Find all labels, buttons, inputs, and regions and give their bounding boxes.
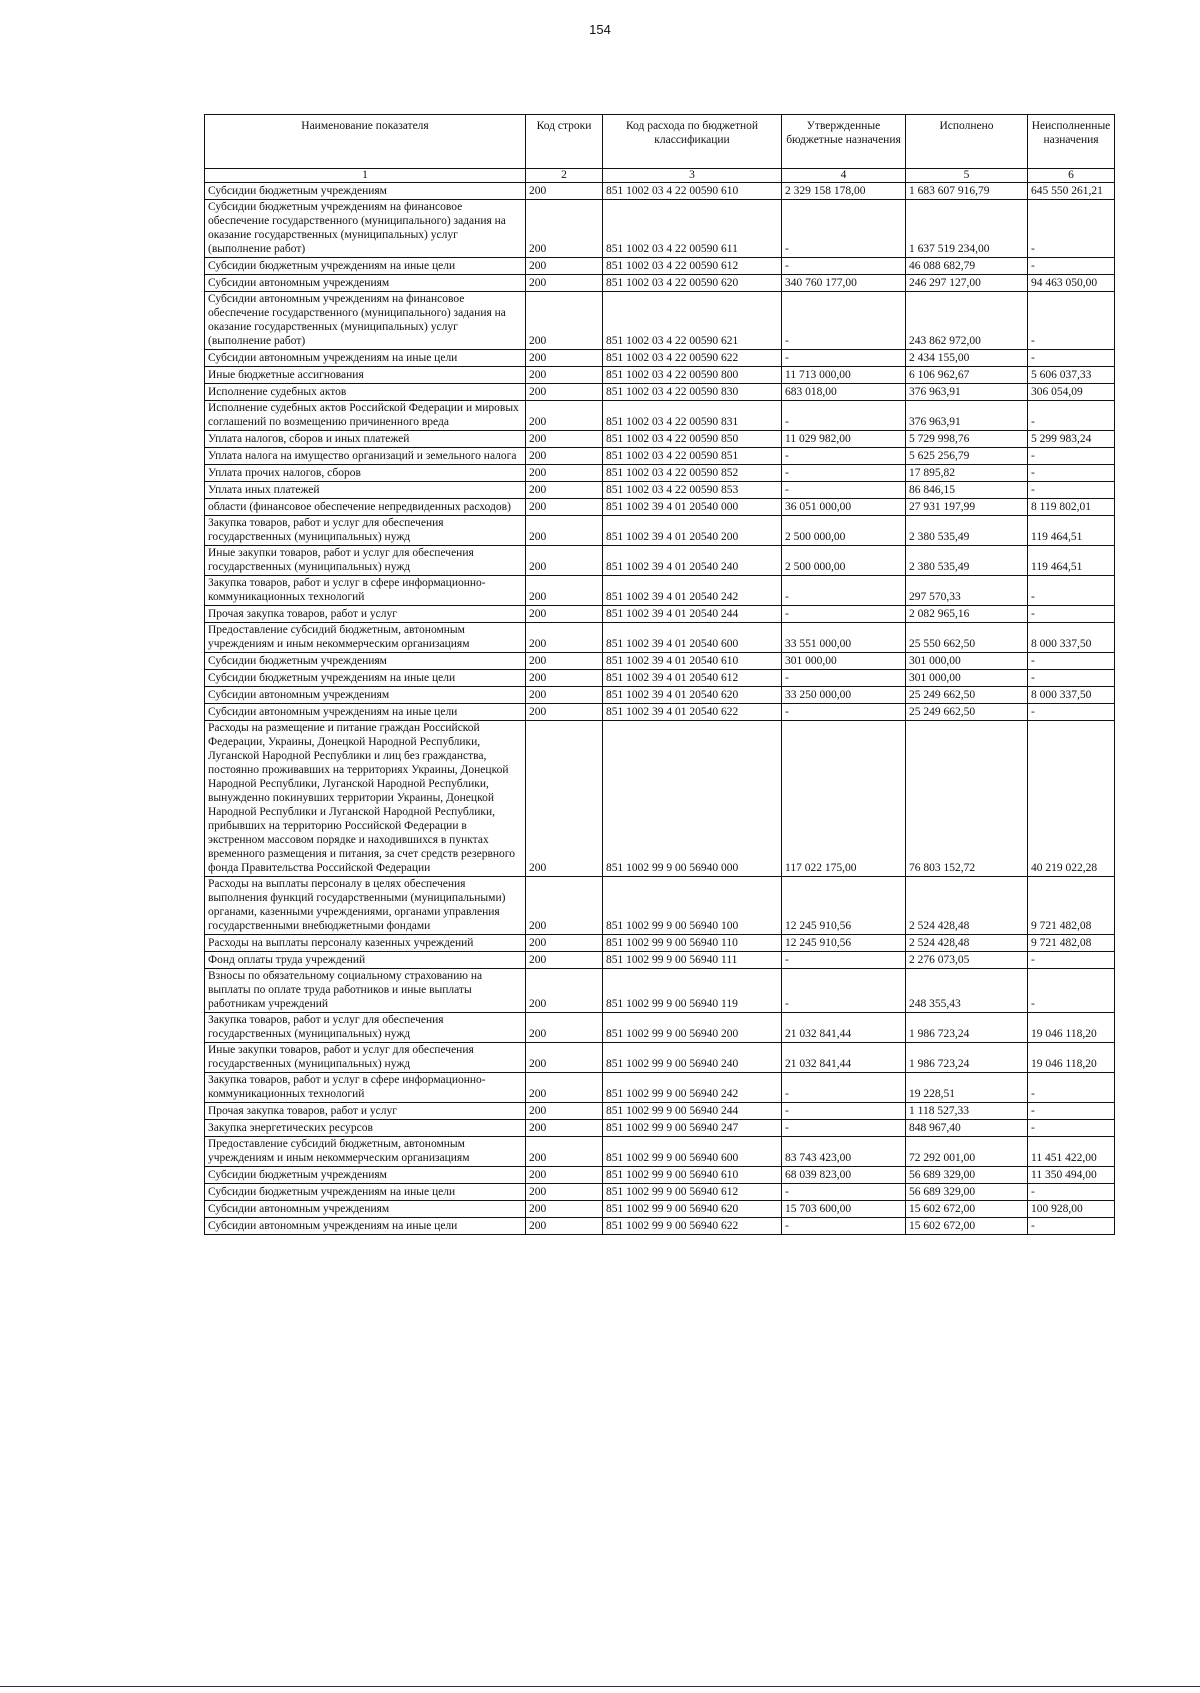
table-row (205, 1120, 1115, 1137)
row-unexecuted-amount: - (1028, 952, 1115, 969)
row-approved-amount: 15 703 600,00 (782, 1201, 906, 1218)
row-name: Фонд оплаты труда учреждений (205, 952, 526, 969)
row-line-code: 200 (526, 448, 603, 465)
row-name: Субсидии бюджетным учреждениям на иные цели (205, 258, 526, 275)
row-classification-code: 851 1002 99 9 00 56940 111 (603, 952, 782, 969)
row-classification-code: 851 1002 39 4 01 20540 622 (603, 704, 782, 721)
budget-execution-table (204, 114, 1115, 1235)
row-name: Субсидии автономным учреждениям на иные цели (205, 350, 526, 367)
table-row (205, 482, 1115, 499)
table-row (205, 623, 1115, 653)
row-line-code: 200 (526, 1013, 603, 1043)
row-name: Исполнение судебных актов (205, 384, 526, 401)
row-line-code: 200 (526, 200, 603, 258)
table-row (205, 448, 1115, 465)
row-classification-code: 851 1002 03 4 22 00590 851 (603, 448, 782, 465)
row-line-code: 200 (526, 431, 603, 448)
table-row (205, 465, 1115, 482)
table-row (205, 431, 1115, 448)
row-approved-amount: 117 022 175,00 (782, 721, 906, 877)
row-name: Уплата налога на имущество организаций и земельного налога (205, 448, 526, 465)
table-row (205, 1167, 1115, 1184)
row-line-code: 200 (526, 1167, 603, 1184)
table-row (205, 704, 1115, 721)
table-row (205, 721, 1115, 877)
row-name: Субсидии автономным учреждениям (205, 687, 526, 704)
table-row (205, 1184, 1115, 1201)
row-unexecuted-amount: 19 046 118,20 (1028, 1043, 1115, 1073)
row-unexecuted-amount: - (1028, 200, 1115, 258)
row-unexecuted-amount: 11 350 494,00 (1028, 1167, 1115, 1184)
row-executed-amount: 2 524 428,48 (906, 935, 1028, 952)
table-row (205, 292, 1115, 350)
row-executed-amount: 25 249 662,50 (906, 704, 1028, 721)
row-executed-amount: 56 689 329,00 (906, 1167, 1028, 1184)
row-name: Субсидии бюджетным учреждениям на иные цели (205, 670, 526, 687)
row-unexecuted-amount: 119 464,51 (1028, 546, 1115, 576)
row-classification-code: 851 1002 39 4 01 20540 610 (603, 653, 782, 670)
row-line-code: 200 (526, 350, 603, 367)
row-classification-code: 851 1002 39 4 01 20540 240 (603, 546, 782, 576)
row-name: Предоставление субсидий бюджетным, автономным учреждениям и иным некоммерческим организациям (205, 623, 526, 653)
row-name: Прочая закупка товаров, работ и услуг (205, 606, 526, 623)
row-line-code: 200 (526, 969, 603, 1013)
row-line-code: 200 (526, 1073, 603, 1103)
row-line-code: 200 (526, 401, 603, 431)
row-unexecuted-amount: - (1028, 576, 1115, 606)
row-approved-amount: - (782, 465, 906, 482)
row-approved-amount: 33 250 000,00 (782, 687, 906, 704)
row-unexecuted-amount: 119 464,51 (1028, 516, 1115, 546)
row-executed-amount: 2 276 073,05 (906, 952, 1028, 969)
table-row (205, 969, 1115, 1013)
row-approved-amount: - (782, 1218, 906, 1235)
row-executed-amount: 376 963,91 (906, 384, 1028, 401)
row-name: Иные закупки товаров, работ и услуг для обеспечения государственных (муниципальных) нужд (205, 1043, 526, 1073)
row-name: Расходы на размещение и питание граждан Российской Федерации, Украины, Донецкой Народной Республики, Луганской Народной Республики и лиц без гражданства, постоянно проживавших на территориях Украины, Донецкой Народной Республики, Луганской Народной Республики, вынужденно покинувших территории Украины, Донецкой Народной Республики и Луганской Народной Республики, прибывших на территорию Российской Федерации в экстренном массовом порядке и находившихся в пунктах временного размещения и питания, за счет средств резервного фонда Правительства Российской Федерации (205, 721, 526, 877)
row-approved-amount: 301 000,00 (782, 653, 906, 670)
row-executed-amount: 848 967,40 (906, 1120, 1028, 1137)
table-row (205, 687, 1115, 704)
row-unexecuted-amount: - (1028, 1103, 1115, 1120)
table-row (205, 1201, 1115, 1218)
row-classification-code: 851 1002 03 4 22 00590 610 (603, 183, 782, 200)
row-classification-code: 851 1002 03 4 22 00590 611 (603, 200, 782, 258)
row-approved-amount: 2 500 000,00 (782, 516, 906, 546)
row-executed-amount: 15 602 672,00 (906, 1201, 1028, 1218)
row-executed-amount: 297 570,33 (906, 576, 1028, 606)
row-classification-code: 851 1002 39 4 01 20540 242 (603, 576, 782, 606)
table-row (205, 1137, 1115, 1167)
row-approved-amount: - (782, 200, 906, 258)
table-row (205, 516, 1115, 546)
row-approved-amount: - (782, 1120, 906, 1137)
row-classification-code: 851 1002 99 9 00 56940 622 (603, 1218, 782, 1235)
row-approved-amount: 83 743 423,00 (782, 1137, 906, 1167)
row-executed-amount: 2 380 535,49 (906, 546, 1028, 576)
row-classification-code: 851 1002 39 4 01 20540 244 (603, 606, 782, 623)
row-executed-amount: 248 355,43 (906, 969, 1028, 1013)
row-classification-code: 851 1002 39 4 01 20540 612 (603, 670, 782, 687)
table-row (205, 1073, 1115, 1103)
row-name: Иные закупки товаров, работ и услуг для обеспечения государственных (муниципальных) нужд (205, 546, 526, 576)
row-unexecuted-amount: 8 119 802,01 (1028, 499, 1115, 516)
row-executed-amount: 2 434 155,00 (906, 350, 1028, 367)
row-executed-amount: 1 986 723,24 (906, 1043, 1028, 1073)
row-executed-amount: 19 228,51 (906, 1073, 1028, 1103)
page-bottom-rule (0, 1686, 1200, 1687)
row-approved-amount: 36 051 000,00 (782, 499, 906, 516)
row-name: Расходы на выплаты персоналу казенных учреждений (205, 935, 526, 952)
row-approved-amount: - (782, 704, 906, 721)
row-unexecuted-amount: - (1028, 1120, 1115, 1137)
table-row (205, 606, 1115, 623)
row-unexecuted-amount: - (1028, 1184, 1115, 1201)
row-unexecuted-amount: - (1028, 653, 1115, 670)
row-name: Субсидии бюджетным учреждениям (205, 183, 526, 200)
row-line-code: 200 (526, 275, 603, 292)
row-approved-amount: - (782, 1103, 906, 1120)
row-executed-amount: 15 602 672,00 (906, 1218, 1028, 1235)
row-approved-amount: 12 245 910,56 (782, 877, 906, 935)
row-line-code: 200 (526, 1137, 603, 1167)
row-line-code: 200 (526, 653, 603, 670)
row-name: Закупка товаров, работ и услуг в сфере информационно-коммуникационных технологий (205, 576, 526, 606)
row-approved-amount: - (782, 401, 906, 431)
table-row (205, 1218, 1115, 1235)
row-executed-amount: 72 292 001,00 (906, 1137, 1028, 1167)
row-unexecuted-amount: - (1028, 258, 1115, 275)
row-executed-amount: 2 082 965,16 (906, 606, 1028, 623)
column-number: 1 (205, 169, 526, 183)
row-classification-code: 851 1002 03 4 22 00590 853 (603, 482, 782, 499)
row-approved-amount: 2 500 000,00 (782, 546, 906, 576)
header-row (205, 115, 1115, 169)
row-executed-amount: 86 846,15 (906, 482, 1028, 499)
header-approved: Утвержденные бюджетные назначения (782, 115, 906, 169)
row-unexecuted-amount: - (1028, 448, 1115, 465)
header-unexecuted: Неисполненные назначения (1028, 115, 1115, 169)
row-classification-code: 851 1002 99 9 00 56940 612 (603, 1184, 782, 1201)
row-unexecuted-amount: - (1028, 482, 1115, 499)
row-unexecuted-amount: 40 219 022,28 (1028, 721, 1115, 877)
row-line-code: 200 (526, 384, 603, 401)
row-line-code: 200 (526, 1218, 603, 1235)
table-row (205, 499, 1115, 516)
column-number: 3 (603, 169, 782, 183)
row-approved-amount: - (782, 448, 906, 465)
row-name: Субсидии автономным учреждениям на финансовое обеспечение государственного (муниципального) задания на оказание государственных (муниципальных) услуг (выполнение работ) (205, 292, 526, 350)
row-executed-amount: 5 729 998,76 (906, 431, 1028, 448)
row-unexecuted-amount: - (1028, 465, 1115, 482)
column-number: 6 (1028, 169, 1115, 183)
row-approved-amount: - (782, 576, 906, 606)
row-executed-amount: 243 862 972,00 (906, 292, 1028, 350)
row-approved-amount: 683 018,00 (782, 384, 906, 401)
row-classification-code: 851 1002 99 9 00 56940 600 (603, 1137, 782, 1167)
row-classification-code: 851 1002 03 4 22 00590 830 (603, 384, 782, 401)
row-classification-code: 851 1002 99 9 00 56940 610 (603, 1167, 782, 1184)
table-row (205, 1013, 1115, 1043)
row-line-code: 200 (526, 516, 603, 546)
row-executed-amount: 1 986 723,24 (906, 1013, 1028, 1043)
row-unexecuted-amount: - (1028, 292, 1115, 350)
row-name: Субсидии бюджетным учреждениям (205, 1167, 526, 1184)
row-name: Уплата иных платежей (205, 482, 526, 499)
row-approved-amount: - (782, 350, 906, 367)
row-unexecuted-amount: 8 000 337,50 (1028, 623, 1115, 653)
row-name: Закупка товаров, работ и услуг для обеспечения государственных (муниципальных) нужд (205, 1013, 526, 1043)
row-name: Иные бюджетные ассигнования (205, 367, 526, 384)
row-executed-amount: 376 963,91 (906, 401, 1028, 431)
row-classification-code: 851 1002 03 4 22 00590 852 (603, 465, 782, 482)
row-classification-code: 851 1002 99 9 00 56940 620 (603, 1201, 782, 1218)
row-approved-amount: 340 760 177,00 (782, 275, 906, 292)
column-number: 4 (782, 169, 906, 183)
row-name: Исполнение судебных актов Российской Федерации и мировых соглашений по возмещению причиненного вреда (205, 401, 526, 431)
row-line-code: 200 (526, 258, 603, 275)
row-classification-code: 851 1002 99 9 00 56940 240 (603, 1043, 782, 1073)
row-approved-amount: 12 245 910,56 (782, 935, 906, 952)
row-approved-amount: 21 032 841,44 (782, 1043, 906, 1073)
row-executed-amount: 25 249 662,50 (906, 687, 1028, 704)
row-line-code: 200 (526, 952, 603, 969)
row-name: Субсидии автономным учреждениям (205, 275, 526, 292)
table-row (205, 367, 1115, 384)
row-executed-amount: 1 637 519 234,00 (906, 200, 1028, 258)
row-line-code: 200 (526, 687, 603, 704)
row-line-code: 200 (526, 1120, 603, 1137)
row-approved-amount: 21 032 841,44 (782, 1013, 906, 1043)
row-executed-amount: 76 803 152,72 (906, 721, 1028, 877)
header-name: Наименование показателя (205, 115, 526, 169)
table-row (205, 1103, 1115, 1120)
table-row (205, 275, 1115, 292)
row-name: Субсидии бюджетным учреждениям на иные цели (205, 1184, 526, 1201)
table-row (205, 576, 1115, 606)
row-executed-amount: 301 000,00 (906, 653, 1028, 670)
row-line-code: 200 (526, 292, 603, 350)
row-classification-code: 851 1002 99 9 00 56940 244 (603, 1103, 782, 1120)
table-row (205, 935, 1115, 952)
row-line-code: 200 (526, 465, 603, 482)
row-approved-amount: 33 551 000,00 (782, 623, 906, 653)
row-unexecuted-amount: 8 000 337,50 (1028, 687, 1115, 704)
row-name: Взносы по обязательному социальному страхованию на выплаты по оплате труда работников и иные выплаты работникам учреждений (205, 969, 526, 1013)
table-row (205, 1043, 1115, 1073)
row-classification-code: 851 1002 99 9 00 56940 200 (603, 1013, 782, 1043)
table-row (205, 200, 1115, 258)
table-row (205, 653, 1115, 670)
table-row (205, 670, 1115, 687)
column-number: 5 (906, 169, 1028, 183)
row-line-code: 200 (526, 721, 603, 877)
table-row (205, 401, 1115, 431)
row-unexecuted-amount: - (1028, 606, 1115, 623)
row-line-code: 200 (526, 623, 603, 653)
row-line-code: 200 (526, 1043, 603, 1073)
row-classification-code: 851 1002 99 9 00 56940 247 (603, 1120, 782, 1137)
column-number-row (205, 169, 1115, 183)
page-number: 154 (589, 22, 611, 37)
table-body (205, 183, 1115, 1235)
table-row (205, 258, 1115, 275)
row-unexecuted-amount: 19 046 118,20 (1028, 1013, 1115, 1043)
row-line-code: 200 (526, 482, 603, 499)
row-executed-amount: 2 380 535,49 (906, 516, 1028, 546)
table-row (205, 183, 1115, 200)
row-approved-amount: 11 029 982,00 (782, 431, 906, 448)
row-unexecuted-amount: - (1028, 350, 1115, 367)
row-executed-amount: 56 689 329,00 (906, 1184, 1028, 1201)
table-row (205, 546, 1115, 576)
header-executed: Исполнено (906, 115, 1028, 169)
row-unexecuted-amount: - (1028, 1073, 1115, 1103)
row-classification-code: 851 1002 99 9 00 56940 110 (603, 935, 782, 952)
row-line-code: 200 (526, 704, 603, 721)
row-unexecuted-amount: - (1028, 704, 1115, 721)
row-classification-code: 851 1002 99 9 00 56940 119 (603, 969, 782, 1013)
row-executed-amount: 1 683 607 916,79 (906, 183, 1028, 200)
row-approved-amount: - (782, 258, 906, 275)
row-name: Субсидии автономным учреждениям на иные цели (205, 1218, 526, 1235)
row-unexecuted-amount: 94 463 050,00 (1028, 275, 1115, 292)
row-line-code: 200 (526, 935, 603, 952)
row-name: Субсидии автономным учреждениям (205, 1201, 526, 1218)
row-name: Предоставление субсидий бюджетным, автономным учреждениям и иным некоммерческим организациям (205, 1137, 526, 1167)
row-unexecuted-amount: 9 721 482,08 (1028, 877, 1115, 935)
row-name: Субсидии бюджетным учреждениям на финансовое обеспечение государственного (муниципального) задания на оказание государственных (муниципальных) услуг (выполнение работ) (205, 200, 526, 258)
row-unexecuted-amount: 5 606 037,33 (1028, 367, 1115, 384)
row-unexecuted-amount: 11 451 422,00 (1028, 1137, 1115, 1167)
row-name: Уплата налогов, сборов и иных платежей (205, 431, 526, 448)
header-classification: Код расхода по бюджетной классификации (603, 115, 782, 169)
row-executed-amount: 46 088 682,79 (906, 258, 1028, 275)
row-approved-amount: - (782, 969, 906, 1013)
row-approved-amount: - (782, 952, 906, 969)
row-executed-amount: 17 895,82 (906, 465, 1028, 482)
row-name: области (финансовое обеспечение непредвиденных расходов) (205, 499, 526, 516)
row-name: Субсидии автономным учреждениям на иные цели (205, 704, 526, 721)
row-unexecuted-amount: 9 721 482,08 (1028, 935, 1115, 952)
row-line-code: 200 (526, 1184, 603, 1201)
row-unexecuted-amount: 306 054,09 (1028, 384, 1115, 401)
row-classification-code: 851 1002 39 4 01 20540 000 (603, 499, 782, 516)
row-name: Закупка энергетических ресурсов (205, 1120, 526, 1137)
row-line-code: 200 (526, 546, 603, 576)
row-approved-amount: 11 713 000,00 (782, 367, 906, 384)
row-executed-amount: 301 000,00 (906, 670, 1028, 687)
row-approved-amount: - (782, 1184, 906, 1201)
row-unexecuted-amount: - (1028, 670, 1115, 687)
table-row (205, 877, 1115, 935)
row-line-code: 200 (526, 1103, 603, 1120)
row-executed-amount: 27 931 197,99 (906, 499, 1028, 516)
row-approved-amount: - (782, 670, 906, 687)
row-classification-code: 851 1002 99 9 00 56940 000 (603, 721, 782, 877)
row-unexecuted-amount: 5 299 983,24 (1028, 431, 1115, 448)
row-classification-code: 851 1002 99 9 00 56940 242 (603, 1073, 782, 1103)
row-line-code: 200 (526, 1201, 603, 1218)
row-approved-amount: - (782, 292, 906, 350)
row-executed-amount: 1 118 527,33 (906, 1103, 1028, 1120)
row-approved-amount: - (782, 482, 906, 499)
row-classification-code: 851 1002 03 4 22 00590 850 (603, 431, 782, 448)
row-unexecuted-amount: - (1028, 1218, 1115, 1235)
row-approved-amount: - (782, 606, 906, 623)
row-classification-code: 851 1002 39 4 01 20540 200 (603, 516, 782, 546)
row-line-code: 200 (526, 499, 603, 516)
row-approved-amount: - (782, 1073, 906, 1103)
row-name: Расходы на выплаты персоналу в целях обеспечения выполнения функций государственными (муниципальными) органами, казенными учреждениями, органами управления государственными внебюджетными фондами (205, 877, 526, 935)
row-line-code: 200 (526, 576, 603, 606)
row-classification-code: 851 1002 39 4 01 20540 600 (603, 623, 782, 653)
row-classification-code: 851 1002 39 4 01 20540 620 (603, 687, 782, 704)
column-number: 2 (526, 169, 603, 183)
row-line-code: 200 (526, 367, 603, 384)
row-line-code: 200 (526, 606, 603, 623)
table-row (205, 384, 1115, 401)
row-line-code: 200 (526, 877, 603, 935)
row-classification-code: 851 1002 03 4 22 00590 622 (603, 350, 782, 367)
row-name: Закупка товаров, работ и услуг для обеспечения государственных (муниципальных) нужд (205, 516, 526, 546)
row-unexecuted-amount: - (1028, 401, 1115, 431)
row-approved-amount: 2 329 158 178,00 (782, 183, 906, 200)
table-row (205, 952, 1115, 969)
row-line-code: 200 (526, 670, 603, 687)
table-row (205, 350, 1115, 367)
row-name: Прочая закупка товаров, работ и услуг (205, 1103, 526, 1120)
row-classification-code: 851 1002 99 9 00 56940 100 (603, 877, 782, 935)
row-name: Субсидии бюджетным учреждениям (205, 653, 526, 670)
row-classification-code: 851 1002 03 4 22 00590 621 (603, 292, 782, 350)
row-executed-amount: 5 625 256,79 (906, 448, 1028, 465)
row-unexecuted-amount: - (1028, 969, 1115, 1013)
row-name: Закупка товаров, работ и услуг в сфере информационно-коммуникационных технологий (205, 1073, 526, 1103)
row-classification-code: 851 1002 03 4 22 00590 620 (603, 275, 782, 292)
row-classification-code: 851 1002 03 4 22 00590 800 (603, 367, 782, 384)
row-executed-amount: 25 550 662,50 (906, 623, 1028, 653)
row-approved-amount: 68 039 823,00 (782, 1167, 906, 1184)
row-executed-amount: 6 106 962,67 (906, 367, 1028, 384)
row-unexecuted-amount: 100 928,00 (1028, 1201, 1115, 1218)
row-unexecuted-amount: 645 550 261,21 (1028, 183, 1115, 200)
row-classification-code: 851 1002 03 4 22 00590 831 (603, 401, 782, 431)
row-executed-amount: 246 297 127,00 (906, 275, 1028, 292)
row-classification-code: 851 1002 03 4 22 00590 612 (603, 258, 782, 275)
row-executed-amount: 2 524 428,48 (906, 877, 1028, 935)
row-line-code: 200 (526, 183, 603, 200)
row-name: Уплата прочих налогов, сборов (205, 465, 526, 482)
header-line-code: Код строки (526, 115, 603, 169)
